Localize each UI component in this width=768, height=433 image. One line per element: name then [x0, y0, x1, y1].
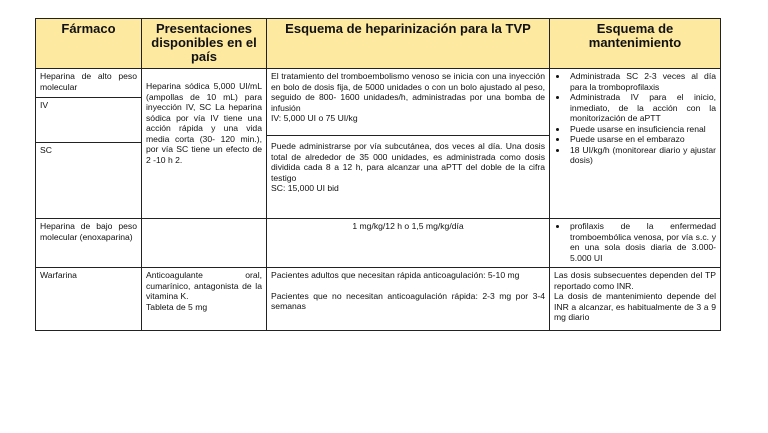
warfarina-maintenance-a: Las dosis subsecuentes dependen del TP reportado como INR. — [554, 270, 716, 291]
drug-cell-heparina-alto — [36, 69, 142, 219]
scheme-sc-dose: SC: 15,000 UI bid — [271, 183, 339, 193]
warfarina-scheme-slow: Pacientes que no necesitan anticoagulación rápida: 2-3 mg por 3-4 semanas — [271, 290, 545, 311]
list-item: • profilaxis de la enfermedad tromboembólica venosa, por vía s.c. y en una sola dosis diaria de 3.000-5.000 UI — [568, 221, 716, 263]
scheme-sc-text: Puede administrarse por vía subcutánea, dos veces al día. Una dosis total de alrededor de 35 000 unidades, es administrada como dosis dividida cada 8 a 12 h, para alcanzar una aPTT del doble de la cifra testigo — [271, 141, 545, 183]
drug-cell-heparina-bajo: Heparina de bajo peso molecular (enoxaparina) — [36, 219, 142, 268]
scheme-cell-heparina-alto — [267, 69, 550, 219]
header-esquema-mantenimiento: Esquema de mantenimiento — [550, 19, 721, 69]
header-esquema-heparinizacion: Esquema de heparinización para la TVP — [267, 19, 550, 69]
presentation-cell-warfarina — [142, 268, 267, 331]
maintenance-list — [554, 71, 716, 166]
spacer — [271, 281, 545, 291]
maintenance-list — [554, 221, 716, 263]
drug-iv-label: IV — [36, 97, 141, 142]
header-row — [36, 19, 721, 69]
maintenance-cell-warfarina — [550, 268, 721, 331]
drug-cell-warfarina: Warfarina — [36, 268, 142, 331]
maintenance-cell-heparina-bajo — [550, 219, 721, 268]
list-item: • Puede usarse en insuficiencia renal — [568, 124, 716, 135]
heparin-dosing-table — [35, 18, 721, 331]
list-item: • Administrada SC 2-3 veces al día para la tromboprofilaxis — [568, 71, 716, 92]
drug-main-label: Heparina de alto peso molecular — [40, 71, 137, 92]
table-row — [36, 219, 721, 268]
drug-sc-label: SC — [36, 142, 141, 218]
scheme-iv-dose: IV: 5,000 UI o 75 UI/kg — [271, 113, 358, 123]
table-row — [36, 268, 721, 331]
presentation-cell-heparina-bajo — [142, 219, 267, 268]
list-item: • Administrada IV para el inicio, inmediato, de la acción con la monitorización de aPTT — [568, 92, 716, 124]
header-presentaciones: Presentaciones disponibles en el país — [142, 19, 267, 69]
scheme-sc — [267, 135, 549, 218]
warfarina-scheme-rapid: Pacientes adultos que necesitan rápida anticoagulación: 5-10 mg — [271, 270, 520, 280]
table-container — [35, 18, 720, 331]
scheme-iv — [267, 69, 549, 135]
scheme-iv-text: El tratamiento del tromboembolismo venoso se inicia con una inyección en bolo de dosis fija, de 5000 unidades o con un bolo ajustado al peso, seguido de 800- 1600 unidades/h, administradas por una bomba de infusión — [271, 71, 545, 113]
warfarina-tablet: Tableta de 5 mg — [146, 301, 208, 312]
presentation-cell-heparina-alto: Heparina sódica 5,000 UI/mL (ampollas de 10 mL) para inyección IV, SC La heparina sódica por vía IV tiene una acción rápida y una vida media corta (30- 120 min.), por vía SC tiene un efecto de 2 -10 h 2. — [142, 69, 267, 219]
maintenance-cell-heparina-alto — [550, 69, 721, 219]
list-item: • Puede usarse en el embarazo — [568, 134, 716, 145]
scheme-cell-warfarina — [267, 268, 550, 331]
scheme-cell-heparina-bajo: 1 mg/kg/12 h o 1,5 mg/kg/día — [267, 219, 550, 268]
header-farmaco: Fármaco — [36, 19, 142, 69]
warfarina-maintenance-b: La dosis de mantenimiento depende del INR a alcanzar, es habitualmente de 3 a 9 mg diario — [554, 291, 716, 322]
warfarina-description: Anticoagulante oral, cumarínico, antagonista de la vitamina K. — [146, 270, 262, 301]
table-row — [36, 69, 721, 219]
list-item: • 18 UI/kg/h (monitorear diario y ajustar dosis) — [568, 145, 716, 166]
